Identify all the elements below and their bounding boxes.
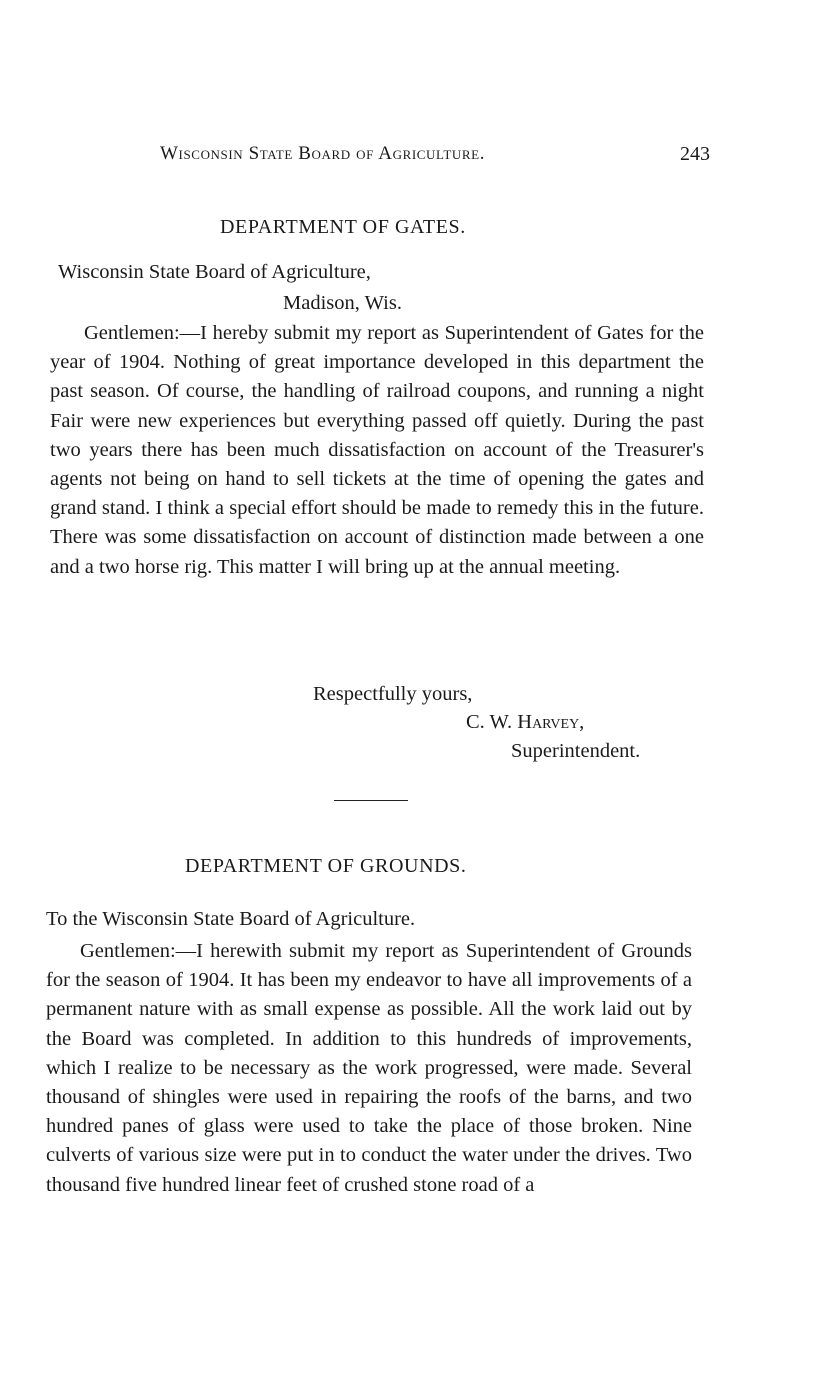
page-number: 243 xyxy=(680,143,710,165)
section-divider xyxy=(334,800,408,801)
gates-body: Gentlemen:—I hereby submit my report as Superintendent of Gates for the year of 1904. Nothing of great importance developed in this department the past season. Of course, the handling of railroad coupons, and running a night Fair were new experiences but everything passed off quietly. During the past two years there has been much dissatisfaction on account of the Treasurer's agents not being on hand to sell tickets at the time of opening the gates and grand stand. I think a special effort should be made to remedy this in the future. There was some dissatisfaction on account of distinction made between a one and a two horse rig. This matter I will bring up at the annual meeting. xyxy=(50,322,704,578)
grounds-body: Gentlemen:—I herewith submit my report as Superintendent of Grounds for the season of 1904. It has been my endeavor to have all improvements of a permanent nature with as small expense as possible. All the work laid out by the Board was completed. In addition to this hundreds of improvements, which I realize to be necessary as the work progressed, were made. Several thousand of shingles were used in repairing the roofs of the barns, and two hundred panes of glass were used to take the place of those broken. Nine culverts of various size were put in to conduct the water under the drives. Two thousand five hundred linear feet of crushed stone road of a xyxy=(46,940,692,1196)
gates-heading: DEPARTMENT OF GATES. xyxy=(220,216,466,238)
running-head xyxy=(160,143,710,173)
grounds-heading: DEPARTMENT OF GROUNDS. xyxy=(185,855,467,877)
gates-signature-title: Superintendent. xyxy=(511,740,641,762)
gates-closing: Respectfully yours, xyxy=(313,683,473,705)
gates-address-line-2: Madison, Wis. xyxy=(283,292,402,314)
grounds-address-line-1: To the Wisconsin State Board of Agriculture. xyxy=(46,908,416,930)
running-title: Wisconsin State Board of Agriculture. xyxy=(160,143,486,164)
gates-signature: C. W. Harvey, xyxy=(466,711,585,733)
gates-address-line-1: Wisconsin State Board of Agriculture, xyxy=(58,261,371,283)
